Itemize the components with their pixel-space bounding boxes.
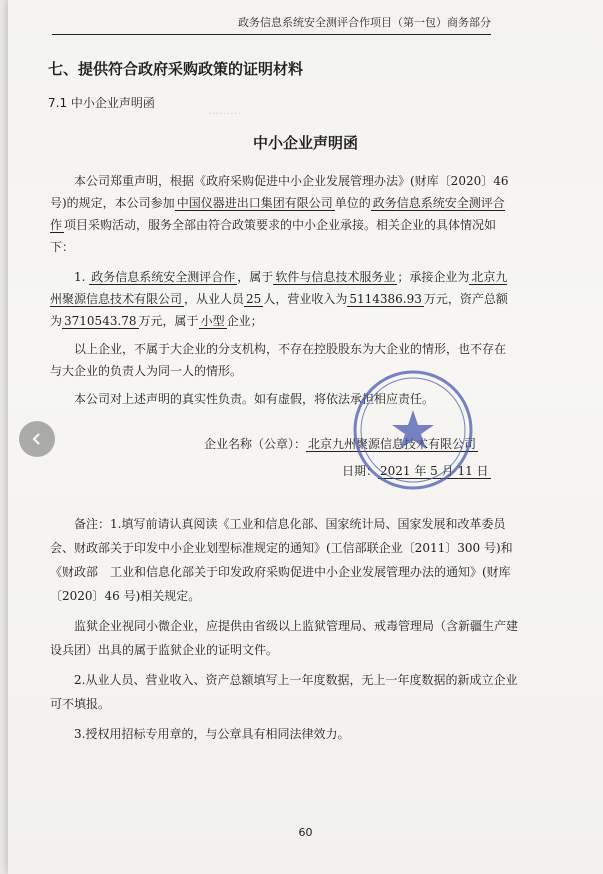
industry-field: 软件与信息技术服务业 bbox=[275, 270, 396, 284]
page-number: 60 bbox=[298, 826, 313, 839]
chevron-left-icon bbox=[30, 432, 44, 446]
assets-field: 3710543.78 bbox=[64, 314, 137, 328]
notes-section bbox=[50, 512, 520, 746]
enterprise-item: 1. 政务信息系统安全测评合作 ，属于 软件与信息技术服务业 ；承接企业为 北京九州聚源信息技术有限公司 ，从业人员 25 人，营业收入为 5114386.93 万元，资产总额为 3710543.78 万元，属于 小型 企业； bbox=[50, 270, 508, 328]
signature-line: 企业名称（公章）： 北京九州聚源信息技术有限公司 bbox=[204, 437, 477, 451]
project-field: 政务信息系统安全测评合作 bbox=[50, 196, 505, 232]
revenue-field: 5114386.93 bbox=[349, 292, 422, 306]
staff-field: 25 bbox=[246, 292, 262, 306]
subsection-title: 7.1 中小企业声明函 bbox=[48, 96, 155, 110]
paragraph-not-large: 以上企业，不属于大企业的分支机构，不存在控股股东为大企业的情形，也不存在与大企业的负责人为同一人的情形。 bbox=[50, 342, 507, 378]
company-field: 北京九州聚源信息技术有限公司 bbox=[50, 270, 508, 306]
bleed-through-text: ……… bbox=[208, 104, 241, 117]
note-3: 3.授权用招标专用章的，与公章具有相同法律效力。 bbox=[74, 727, 350, 741]
date-field: 2021 年 5 月 11 日 bbox=[380, 464, 489, 478]
date-line: 日期： 2021 年 5 月 11 日 bbox=[342, 464, 489, 478]
company-seal-icon bbox=[348, 365, 478, 495]
note-2: 2.从业人员、营业收入、资产总额填写上一年度数据，无上一年度数据的新成立企业可不填报。 bbox=[50, 673, 518, 711]
letter-title: 中小企业声明函 bbox=[252, 134, 358, 152]
buyer-field: 中国仪器进出口集团有限公司 bbox=[176, 196, 333, 210]
company-sign-field: 北京九州聚源信息技术有限公司 bbox=[308, 437, 477, 451]
item-project-field: 政务信息系统安全测评合作 bbox=[91, 270, 236, 284]
note-1b: 监狱企业视同小微企业，应提供由省级以上监狱管理局、戒毒管理局（含新疆生产建设兵团）出具的属于监狱企业的证明文件。 bbox=[50, 619, 519, 657]
document-page bbox=[8, 0, 603, 874]
size-field: 小型 bbox=[200, 314, 225, 328]
back-button[interactable] bbox=[19, 421, 55, 457]
paragraph-responsibility: 本公司对上述声明的真实性负责。如有虚假，将依法承担相应责任。 bbox=[74, 392, 435, 406]
paragraph-declaration: 本公司郑重声明，根据《政府采购促进中小企业发展管理办法》(财库〔2020〕46 号)的规定，本公司参加 中国仪器进出口集团有限公司 单位的 政务信息系统安全测评合作 项目采购活动，服务全部由符合政策要求的中小企业承接。相关企业的具体情况如下： bbox=[50, 174, 509, 254]
note-1: 备注：1.填写前请认真阅读《工业和信息化部、国家统计局、国家发展和改革委员会、财政部关于印发中小企业划型标准规定的通知》(工信部联企业〔2011〕300 号)和《财政部 工业和信息化部关于印发政府采购促进中小企业发展管理办法的通知》(财库〔2020〕46 号)相关规定。 bbox=[50, 517, 513, 603]
section-title: 七、提供符合政府采购政策的证明材料 bbox=[48, 60, 304, 78]
running-header: 政务信息系统安全测评合作项目（第一包）商务部分 bbox=[52, 14, 491, 35]
